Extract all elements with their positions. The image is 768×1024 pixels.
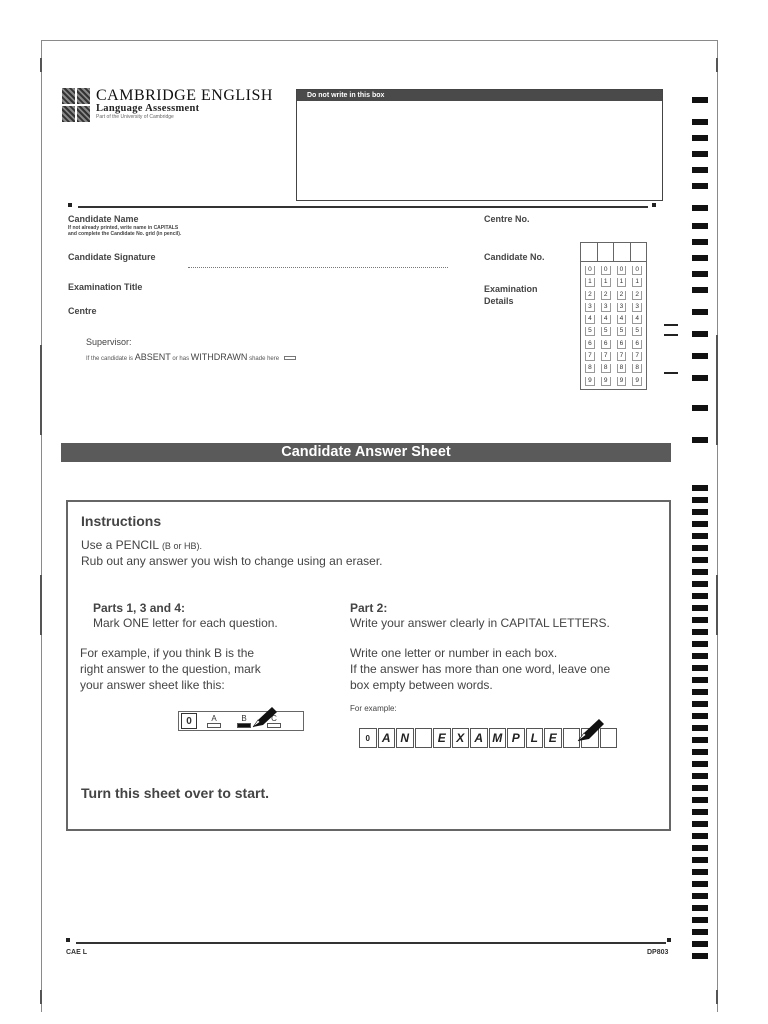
digit-bubble[interactable]: 4 [585,315,595,324]
timing-mark [692,869,708,875]
digit-bubble[interactable]: 5 [585,327,595,336]
digit-bubble[interactable]: 8 [617,364,627,373]
timing-mark [692,677,708,683]
candidate-no-label: Candidate No. [484,252,545,262]
digit-bubble[interactable]: 8 [632,364,642,373]
digit-bubble[interactable]: 6 [632,340,642,349]
timing-mark [692,151,708,157]
digit-bubble[interactable]: 8 [601,364,611,373]
timing-mark [692,773,708,779]
mc-option-a: A [203,715,225,728]
timing-mark [692,629,708,635]
withdrawn-word: WITHDRAWN [190,352,248,362]
registration-mark [66,938,70,942]
letter-box: L [526,728,544,748]
timing-mark [692,641,708,647]
side-dash [664,372,678,374]
digit-bubble[interactable]: 9 [632,377,642,386]
digit-bubble[interactable]: 4 [632,315,642,324]
timing-mark [692,917,708,923]
candidate-name-hint: If not already printed, write name in CAPITALS and complete the Candidate No. grid (in pencil). [68,225,182,237]
digit-bubble[interactable]: 6 [617,340,627,349]
edge-tick [40,345,42,435]
digit-bubble[interactable]: 7 [601,352,611,361]
registration-mark [68,203,72,207]
timing-mark [692,119,708,125]
pencil-icon [250,704,280,730]
mc-option-b: B [233,715,255,728]
timing-mark [692,893,708,899]
timing-mark [692,605,708,611]
crest-icon [62,88,90,122]
parts-134-heading: Parts 1, 3 and 4: [93,601,186,615]
timing-mark [692,785,708,791]
digit-bubble[interactable]: 3 [632,303,642,312]
timing-mark [692,405,708,411]
timing-mark [692,271,708,277]
timing-mark [692,905,708,911]
timing-mark [692,437,708,443]
digit-bubble[interactable]: 0 [632,266,642,275]
digit-bubble[interactable]: 9 [601,377,611,386]
turn-over-instruction: Turn this sheet over to start. [81,785,269,801]
for-example-label: For example: [350,704,397,713]
absent-shade-box[interactable] [284,356,296,360]
digit-bubble[interactable]: 1 [585,278,595,287]
timing-mark [692,239,708,245]
digit-bubble[interactable]: 7 [585,352,595,361]
timing-mark [692,953,708,959]
digit-bubble[interactable]: 1 [617,278,627,287]
absent-mid: or has [172,356,190,362]
edge-tick [716,990,718,1004]
registration-mark [652,203,656,207]
absent-instruction [86,352,296,362]
edge-tick [40,58,42,72]
eraser-instruction: Rub out any answer you wish to change using an eraser. [81,554,383,568]
digit-bubble[interactable]: 8 [585,364,595,373]
timing-mark [692,167,708,173]
timing-mark [692,255,708,261]
letter-box: M [489,728,507,748]
edge-tick [40,990,42,1004]
timing-mark [692,689,708,695]
timing-mark [692,581,708,587]
timing-mark [692,845,708,851]
digit-bubble[interactable]: 4 [617,315,627,324]
pencil-instruction [81,538,202,554]
timing-mark [692,533,708,539]
timing-mark [692,617,708,623]
digit-bubble[interactable]: 1 [601,278,611,287]
digit-bubble[interactable]: 2 [617,291,627,300]
digit-bubble[interactable]: 0 [585,266,595,275]
letter-box: X [452,728,470,748]
mc-option-c: C [263,715,285,728]
timing-mark [692,713,708,719]
letter-box [415,728,433,748]
timing-mark [692,737,708,743]
part2-line3: box empty between words. [350,678,493,692]
multiple-choice-example [178,711,304,731]
candidate-no-grid[interactable] [580,262,647,390]
exam-details-line2: Details [484,296,514,306]
timing-mark [692,833,708,839]
digit-bubble[interactable]: 6 [601,340,611,349]
cambridge-logo [62,88,273,122]
timing-mark [692,497,708,503]
parts-134-example-line1: For example, if you think B is the [80,646,255,660]
timing-mark [692,797,708,803]
absent-suffix: shade here [249,356,280,362]
timing-mark [692,761,708,767]
timing-mark [692,701,708,707]
digit-bubble[interactable]: 1 [632,278,642,287]
digit-bubble[interactable]: 0 [617,266,627,275]
digit-bubble[interactable]: 0 [601,266,611,275]
letter-box: N [396,728,414,748]
pencil-grade: (B or HB). [161,541,202,551]
mc-question-number: 0 [181,713,197,729]
timing-mark [692,205,708,211]
timing-mark [692,287,708,293]
examination-details-label [484,283,538,307]
timing-marks [692,97,708,967]
digit-bubble[interactable]: 7 [617,352,627,361]
brand-subtitle: Language Assessment [96,103,200,114]
digit-bubble[interactable]: 3 [601,303,611,312]
digit-bubble[interactable]: 9 [617,377,627,386]
edge-tick [716,58,718,72]
digit-bubble[interactable]: 2 [585,291,595,300]
timing-mark [692,665,708,671]
edge-tick [716,575,718,635]
timing-mark [692,509,708,515]
exam-details-line1: Examination [484,284,538,294]
part2-heading: Part 2: [350,601,388,615]
footer-left-code: CAE L [66,949,87,956]
timing-mark [692,593,708,599]
digit-bubble[interactable]: 9 [585,377,595,386]
timing-mark [692,485,708,491]
side-dash [664,324,678,326]
letter-box: E [433,728,451,748]
digit-bubble[interactable]: 5 [617,327,627,336]
timing-mark [692,353,708,359]
part2-text: Write your answer clearly in CAPITAL LETTERS. [350,616,610,630]
letter-box: E [544,728,562,748]
brand-name: CAMBRIDGE ENGLISH [96,87,273,104]
timing-mark [692,135,708,141]
digit-bubble[interactable]: 5 [632,327,642,336]
digit-bubble[interactable]: 5 [601,327,611,336]
parts-134-text: Mark ONE letter for each question. [93,616,278,630]
timing-mark [692,725,708,731]
timing-mark [692,749,708,755]
part2-line2: If the answer has more than one word, leave one [350,662,611,676]
candidate-signature-label: Candidate Signature [68,252,156,262]
timing-mark [692,569,708,575]
pencil-icon [575,716,607,744]
do-not-write-label: Do not write in this box [297,90,662,101]
supervisor-label: Supervisor: [86,337,132,347]
digit-bubble[interactable]: 4 [601,315,611,324]
part2-line1: Write one letter or number in each box. [350,646,558,660]
timing-mark [692,809,708,815]
digit-bubble[interactable]: 3 [617,303,627,312]
top-rule [78,206,648,208]
timing-mark [692,331,708,337]
timing-mark [692,183,708,189]
letter-box: A [378,728,396,748]
timing-mark [692,941,708,947]
instructions-heading: Instructions [81,513,162,529]
timing-mark [692,929,708,935]
digit-bubble[interactable]: 3 [585,303,595,312]
side-dash [664,334,678,336]
edge-tick [40,575,42,635]
candidate-answer-sheet-banner: Candidate Answer Sheet [61,443,671,462]
absent-word: ABSENT [134,352,171,362]
letter-box: P [507,728,525,748]
letter-box: A [470,728,488,748]
registration-mark [667,938,671,942]
footer-right-code: DP803 [647,949,669,956]
timing-mark [692,545,708,551]
parts-134-example-line3: your answer sheet like this: [80,678,225,692]
timing-mark [692,821,708,827]
timing-mark [692,881,708,887]
timing-mark [692,521,708,527]
timing-mark [692,857,708,863]
brand-tagline: Part of the University of Cambridge [96,114,174,120]
absent-prefix: If the candidate is [86,356,134,362]
centre-no-label: Centre No. [484,214,530,224]
timing-mark [692,309,708,315]
parts-134-example-line2: right answer to the question, mark [80,662,261,676]
candidate-no-entry-boxes[interactable] [580,242,647,262]
digit-bubble[interactable]: 6 [585,340,595,349]
timing-mark [692,223,708,229]
timing-mark [692,557,708,563]
examination-title-label: Examination Title [68,282,143,292]
do-not-write-box [296,89,663,201]
timing-mark [692,97,708,103]
word-example-number: 0 [359,728,377,748]
timing-mark [692,375,708,381]
digit-bubble[interactable]: 7 [632,352,642,361]
digit-bubble[interactable]: 2 [632,291,642,300]
digit-bubble[interactable]: 2 [601,291,611,300]
bottom-rule [76,942,666,944]
candidate-name-label: Candidate Name [68,214,139,224]
pencil-text: Use a PENCIL [81,538,159,552]
signature-line[interactable] [188,267,448,268]
edge-tick [716,335,718,445]
timing-mark [692,653,708,659]
centre-label: Centre [68,306,97,316]
